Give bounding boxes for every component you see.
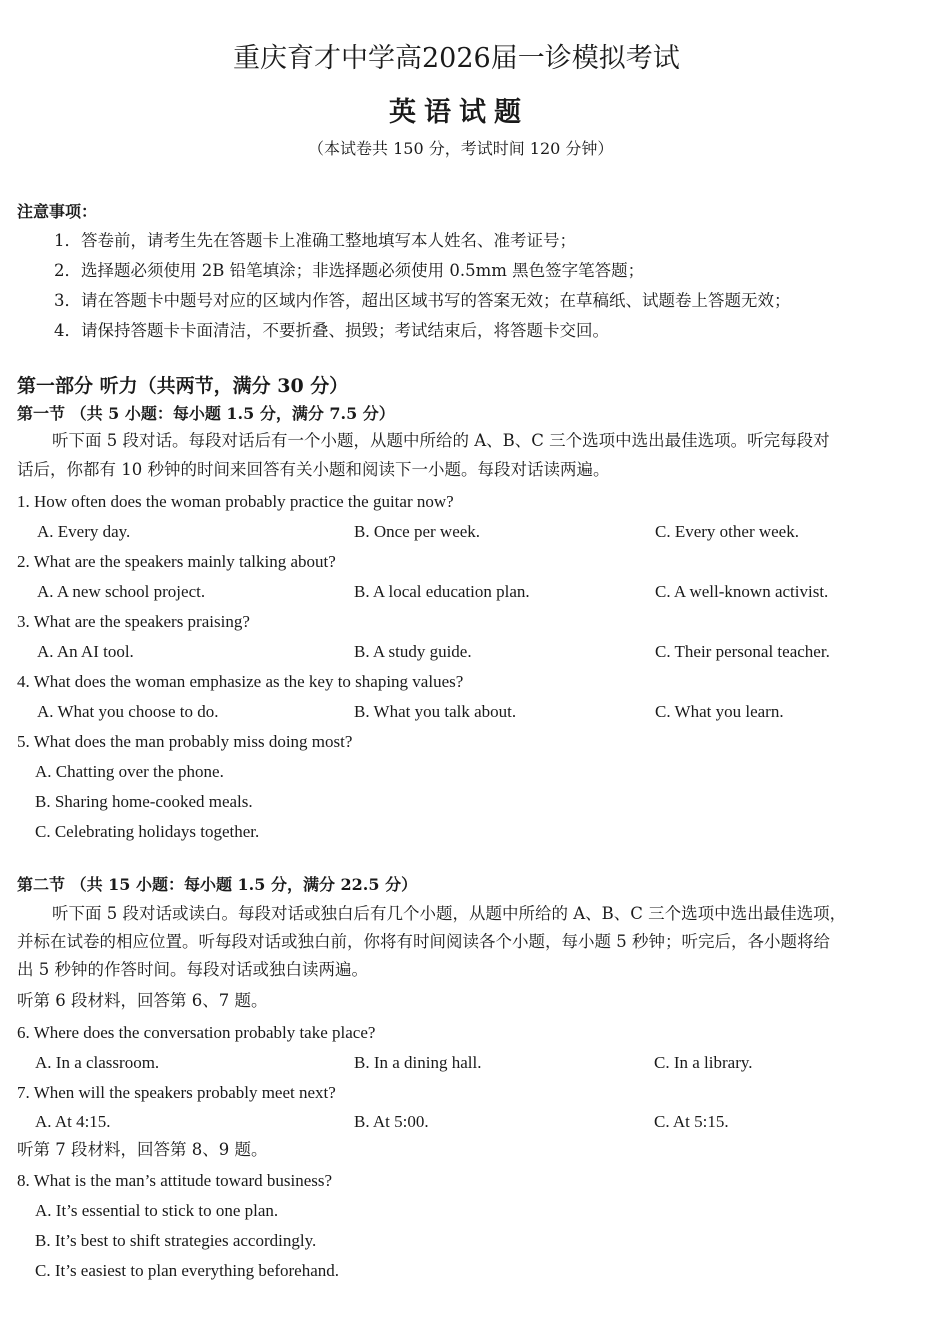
subject-title: 英语试题 <box>389 97 529 128</box>
notice-item: 4．请保持答题卡卡面清洁，不要折叠、损毁；考试结束后，将答题卡交回。 <box>54 321 609 340</box>
exam-title: 重庆育才中学高2026届一诊模拟考试 <box>233 43 680 74</box>
option-a: A. Every day. <box>37 522 131 541</box>
option-c: C. It’s easiest to plan everything beforehand. <box>35 1261 340 1280</box>
notice-item: 2．选择题必须使用 2B 铅笔填涂；非选择题必须使用 0.5mm 黑色签字笔答题； <box>54 261 645 280</box>
section1-instructions: 话后，你都有 10 秒钟的时间来回答有关小题和阅读下一小题。每段对话读两遍。 <box>17 460 610 479</box>
option-c: C. At 5:15. <box>654 1112 729 1131</box>
notice-heading: 注意事项： <box>17 202 98 221</box>
question-stem: 4. What does the woman emphasize as the key to shaping values? <box>17 672 464 691</box>
option-c: C. Celebrating holidays together. <box>35 822 260 841</box>
option-c: C. A well-known activist. <box>655 582 829 601</box>
question-stem: 7. When will the speakers probably meet next? <box>17 1083 336 1102</box>
option-a: A. Chatting over the phone. <box>35 762 224 781</box>
option-b: B. A local education plan. <box>354 582 530 601</box>
option-a: A. At 4:15. <box>35 1112 111 1131</box>
material-note: 听第 6 段材料，回答第 6、7 题。 <box>17 991 268 1010</box>
option-b: B. It’s best to shift strategies accordingly. <box>35 1231 317 1250</box>
question-stem: 8. What is the man’s attitude toward business? <box>17 1171 333 1190</box>
question-stem: 5. What does the man probably miss doing most? <box>17 732 353 751</box>
section1-title: 第一节 （共 5 小题：每小题 1.5 分，满分 7.5 分） <box>17 404 395 423</box>
exam-info: （本试卷共 150 分，考试时间 120 分钟） <box>308 139 614 158</box>
option-a: A. What you choose to do. <box>37 702 219 721</box>
question-stem: 6. Where does the conversation probably take place? <box>17 1023 376 1042</box>
section2-title: 第二节 （共 15 小题：每小题 1.5 分，满分 22.5 分） <box>17 875 418 894</box>
question-stem: 1. How often does the woman probably practice the guitar now? <box>17 492 454 511</box>
section1-instructions: 听下面 5 段对话。每段对话后有一个小题，从题中所给的 A、B、C 三个选项中选出最佳选项。听完每段对 <box>52 431 830 450</box>
option-b: B. What you talk about. <box>354 702 517 721</box>
part1-title: 第一部分 听力（共两节，满分 30 分） <box>17 375 349 397</box>
option-b: B. At 5:00. <box>354 1112 429 1131</box>
option-c: C. What you learn. <box>655 702 784 721</box>
option-a: A. It’s essential to stick to one plan. <box>35 1201 279 1220</box>
option-b: B. Once per week. <box>354 522 481 541</box>
option-b: B. In a dining hall. <box>354 1053 482 1072</box>
option-a: A. A new school project. <box>37 582 206 601</box>
material-note: 听第 7 段材料，回答第 8、9 题。 <box>17 1140 268 1159</box>
option-b: B. A study guide. <box>354 642 472 661</box>
option-c: C. Every other week. <box>655 522 799 541</box>
section2-instructions: 并标在试卷的相应位置。听每段对话或独白前，你将有时间阅读各个小题，每小题 5 秒钟；听完后，各小题将给 <box>17 932 830 951</box>
section2-instructions: 出 5 秒钟的作答时间。每段对话或独白读两遍。 <box>17 960 368 979</box>
option-c: C. Their personal teacher. <box>655 642 830 661</box>
section2-instructions: 听下面 5 段对话或读白。每段对话或独白后有几个小题，从题中所给的 A、B、C 三个选项中选出最佳选项， <box>52 904 847 923</box>
notice-item: 1．答卷前，请考生先在答题卡上准确工整地填写本人姓名、准考证号； <box>54 231 576 250</box>
option-a: A. In a classroom. <box>35 1053 160 1072</box>
question-stem: 2. What are the speakers mainly talking about? <box>17 552 336 571</box>
option-a: A. An AI tool. <box>37 642 134 661</box>
question-stem: 3. What are the speakers praising? <box>17 612 250 631</box>
notice-item: 3．请在答题卡中题号对应的区域内作答，超出区域书写的答案无效；在草稿纸、试题卷上答题无效； <box>54 291 791 310</box>
option-b: B. Sharing home-cooked meals. <box>35 792 253 811</box>
option-c: C. In a library. <box>654 1053 753 1072</box>
